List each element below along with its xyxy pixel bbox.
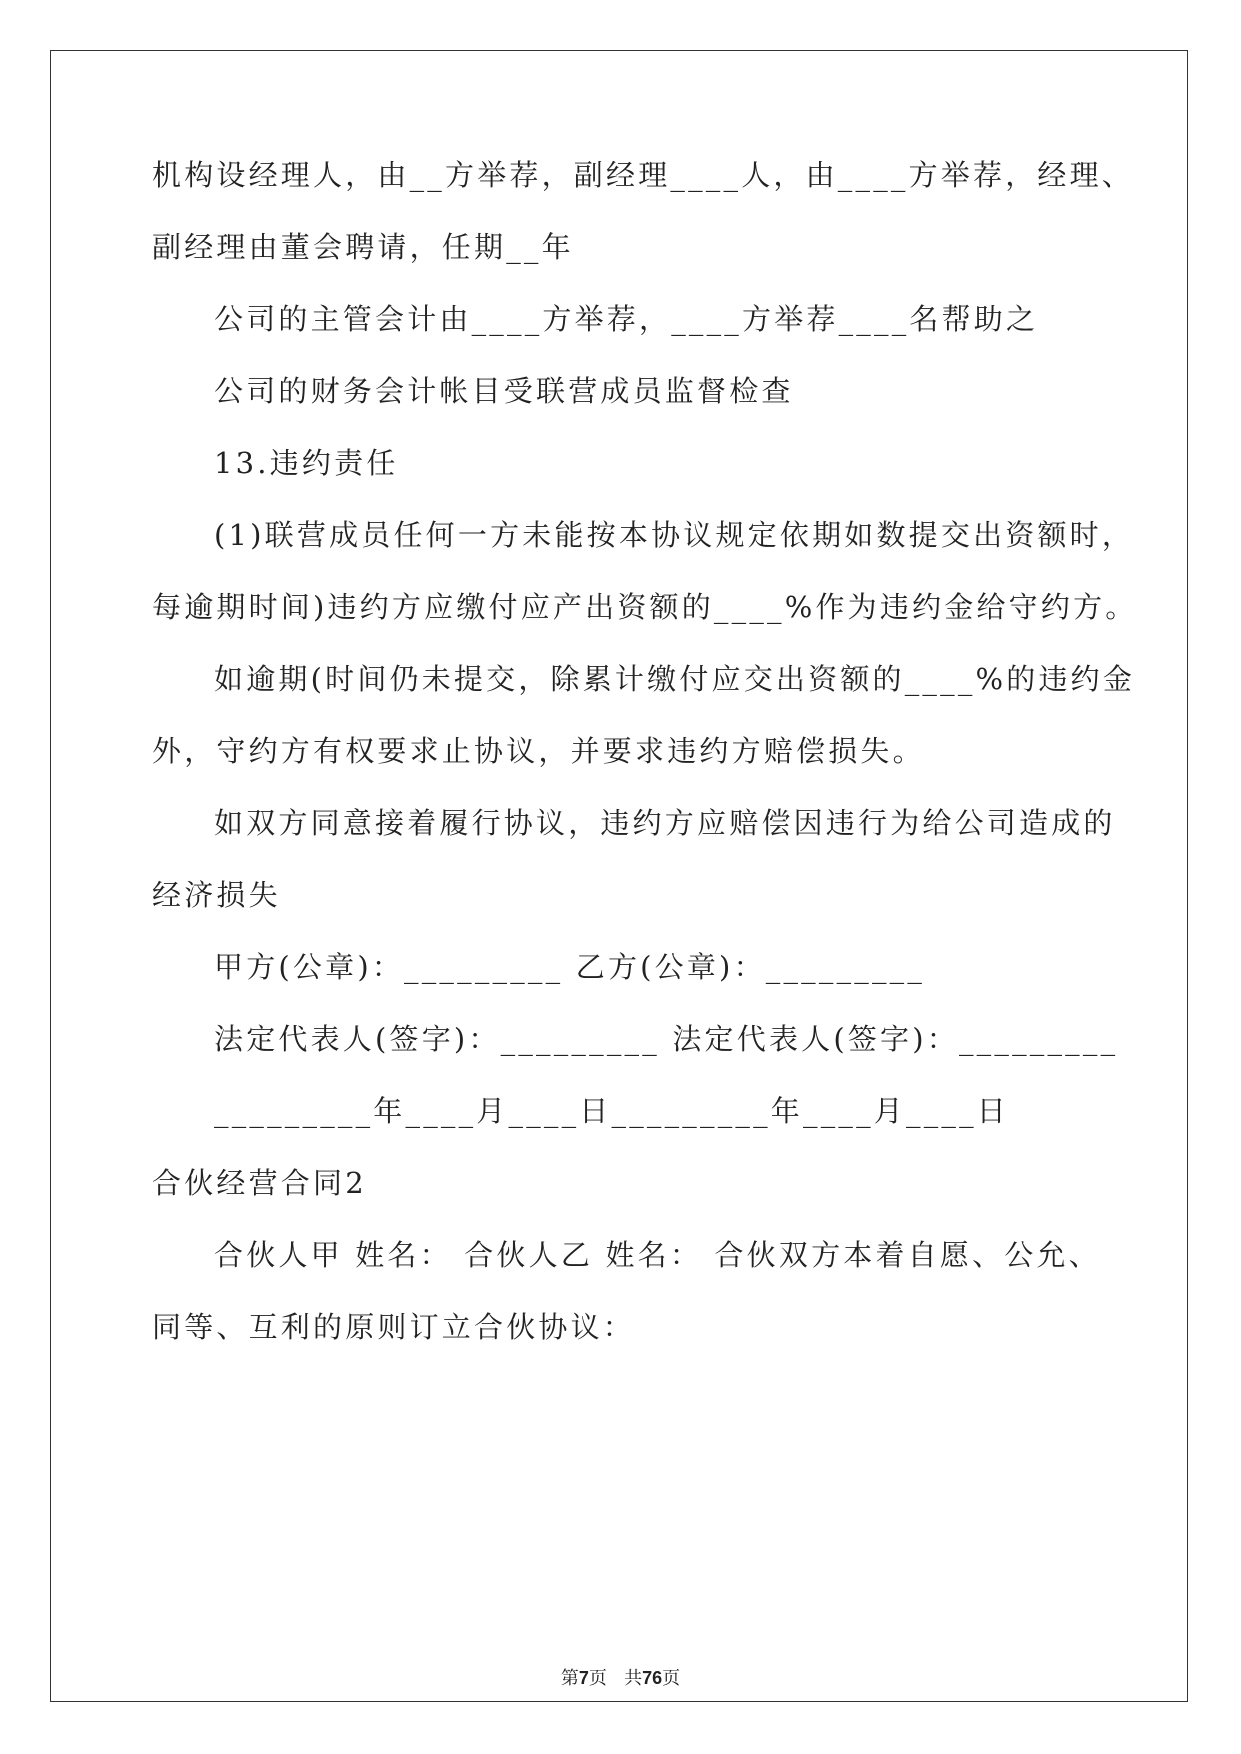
text-line-11: 经济损失	[152, 878, 281, 912]
text-line-1: 机构设经理人，由__方举荐，副经理____人，由____方举荐，经理、	[152, 158, 1135, 192]
text-line-6: (1)联营成员任何一方未能按本协议规定依期如数提交出资额时，	[214, 518, 1135, 552]
text-line-4: 公司的财务会计帐目受联营成员监督检查	[214, 374, 794, 408]
footer-total-suffix: 页	[662, 1668, 681, 1689]
footer-total-prefix: 共	[624, 1668, 643, 1689]
page-footer	[0, 1664, 1241, 1690]
footer-total-pages: 76	[642, 1668, 663, 1688]
signature-line-date: _________年____月____日_________年____月____日	[214, 1094, 1010, 1128]
text-line-3: 公司的主管会计由____方举荐，____方举荐____名帮助之	[214, 302, 1039, 336]
section-title-contract-2: 合伙经营合同2	[152, 1166, 367, 1200]
text-line-9: 外，守约方有权要求止协议，并要求违约方赔偿损失。	[152, 734, 925, 768]
text-line-7: 每逾期时间)违约方应缴付应产出资额的____%作为违约金给守约方。	[152, 590, 1138, 624]
text-line-16: 合伙人甲 姓名： 合伙人乙 姓名： 合伙双方本着自愿、公允、	[214, 1238, 1101, 1272]
text-line-10: 如双方同意接着履行协议，违约方应赔偿因违行为给公司造成的	[214, 806, 1116, 840]
text-line-2: 副经理由董会聘请，任期__年	[152, 230, 574, 264]
text-line-17: 同等、互利的原则订立合伙协议：	[152, 1310, 636, 1344]
footer-page-prefix: 第	[560, 1668, 579, 1689]
text-line-8: 如逾期(时间仍未提交，除累计缴付应交出资额的____%的违约金	[214, 662, 1136, 696]
signature-line-seal: 甲方(公章)：_________ 乙方(公章)：_________	[214, 950, 926, 984]
section-heading-breach: 13.违约责任	[214, 446, 399, 480]
footer-page-number: 7	[578, 1668, 589, 1688]
signature-line-representative: 法定代表人(签字)：_________ 法定代表人(签字)：_________	[214, 1022, 1119, 1056]
footer-page-suffix: 页	[588, 1668, 607, 1689]
